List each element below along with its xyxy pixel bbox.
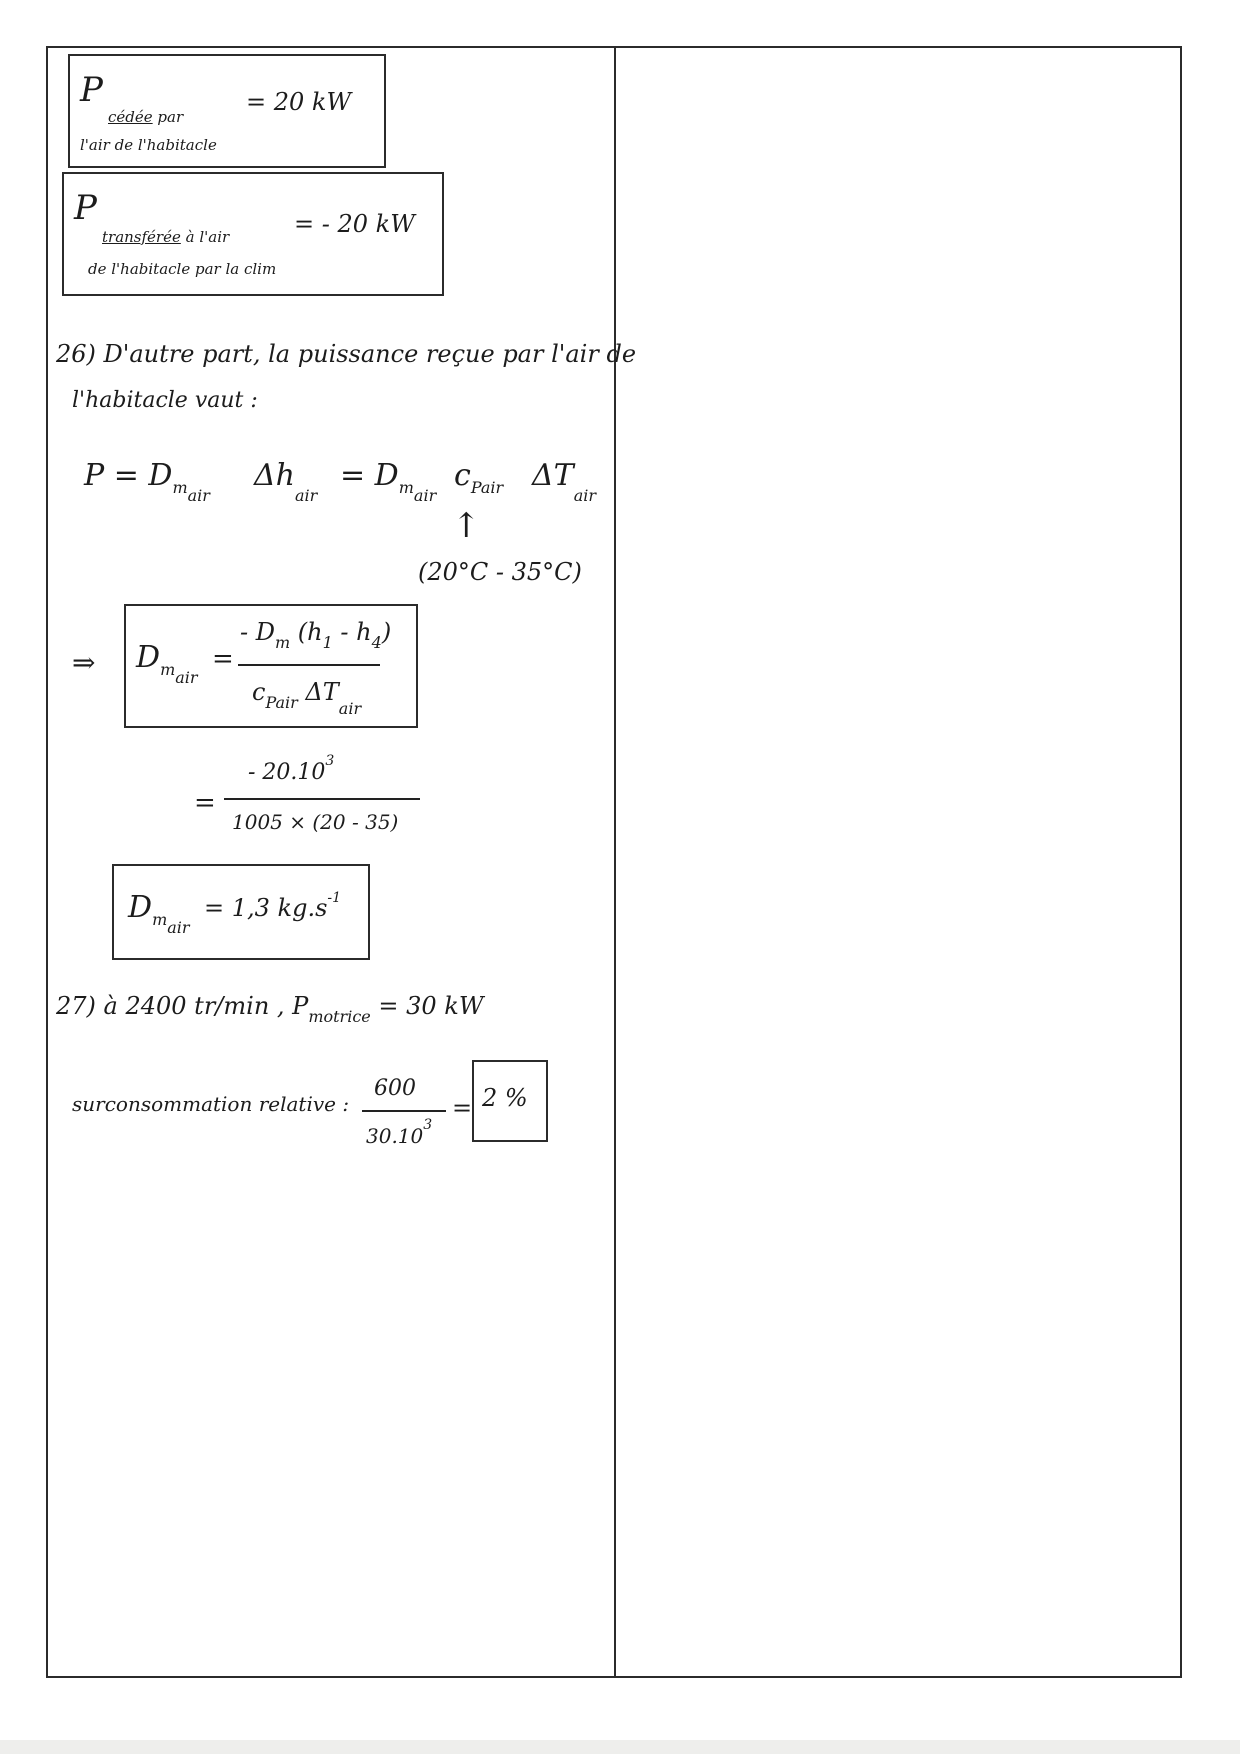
scan-bottom-edge — [0, 1740, 1240, 1754]
power-symbol: P — [80, 70, 103, 110]
boxed-result-power-transferred — [62, 172, 444, 296]
power-value: = 20 kW — [246, 88, 352, 116]
formula-lhs: $D_{mair}$ — [136, 640, 198, 687]
column-divider — [614, 46, 616, 1678]
substitution-denominator: 1005 × (20 - 35) — [232, 810, 399, 834]
fraction-bar — [362, 1110, 446, 1112]
substitution-numerator: - 20.10$^3$ — [248, 753, 335, 785]
eq-part-cp: $c_{Pair}$ — [454, 458, 504, 497]
eq-part-dh: $\Delta h_{air}$ — [254, 458, 318, 505]
boxed-result-mass-flow — [112, 864, 370, 960]
up-arrow: ↑ — [452, 506, 481, 546]
implies-arrow: ⇒ — [72, 646, 96, 679]
overconsumption-value: 2 % — [482, 1084, 528, 1112]
q26-line2: l'habitacle vaut : — [72, 388, 258, 413]
boxed-result-overconsumption — [472, 1060, 548, 1142]
formula-equals: = — [212, 644, 234, 674]
eq-part-dm: = $D_{mair}$ — [340, 458, 437, 505]
result-lhs: $D_{mair}$ — [128, 890, 190, 937]
temperature-note: (20°C - 35°C) — [418, 558, 582, 586]
formula-denominator: $c_{Pair}$ $\Delta T_{air}$ — [252, 678, 362, 718]
power-subscript-word: transférée à l'air — [102, 228, 230, 246]
left-column — [48, 48, 637, 1676]
fraction-bar — [224, 798, 420, 800]
fraction-numerator: 600 — [374, 1076, 416, 1101]
result-rhs: = 1,3 $kg.s^{-1}$ — [204, 890, 342, 922]
boxed-formula-mass-flow — [124, 604, 418, 728]
power-value: = - 20 kW — [294, 210, 415, 238]
substitution-equals: = — [194, 788, 216, 818]
power-subscript-word: cédée par — [108, 108, 184, 126]
fraction-equals: = — [452, 1094, 473, 1122]
eq-part-p: $P = D_{mair}$ — [84, 458, 210, 505]
power-symbol: P — [74, 188, 97, 228]
power-subscript-line2: l'air de l'habitacle — [80, 136, 217, 154]
surconsommation-label: surconsommation relative : — [72, 1092, 350, 1116]
fraction-denominator: 30.10$^3$ — [366, 1117, 433, 1148]
eq-part-dt: $\Delta T_{air}$ — [532, 458, 596, 505]
formula-numerator: - $D_m$ $(h_1 - h_4)$ — [240, 618, 392, 652]
power-subscript-line2: de l'habitacle par la clim — [88, 260, 277, 278]
q26-line1: 26) D'autre part, la puissance reçue par l'air de — [56, 340, 637, 368]
power-equation — [84, 458, 604, 518]
fraction-bar — [238, 664, 380, 666]
q27-line1: 27) à 2400 tr/min , $P_{motrice} = 30$ kW — [56, 992, 484, 1026]
boxed-result-power-ceded — [68, 54, 386, 168]
